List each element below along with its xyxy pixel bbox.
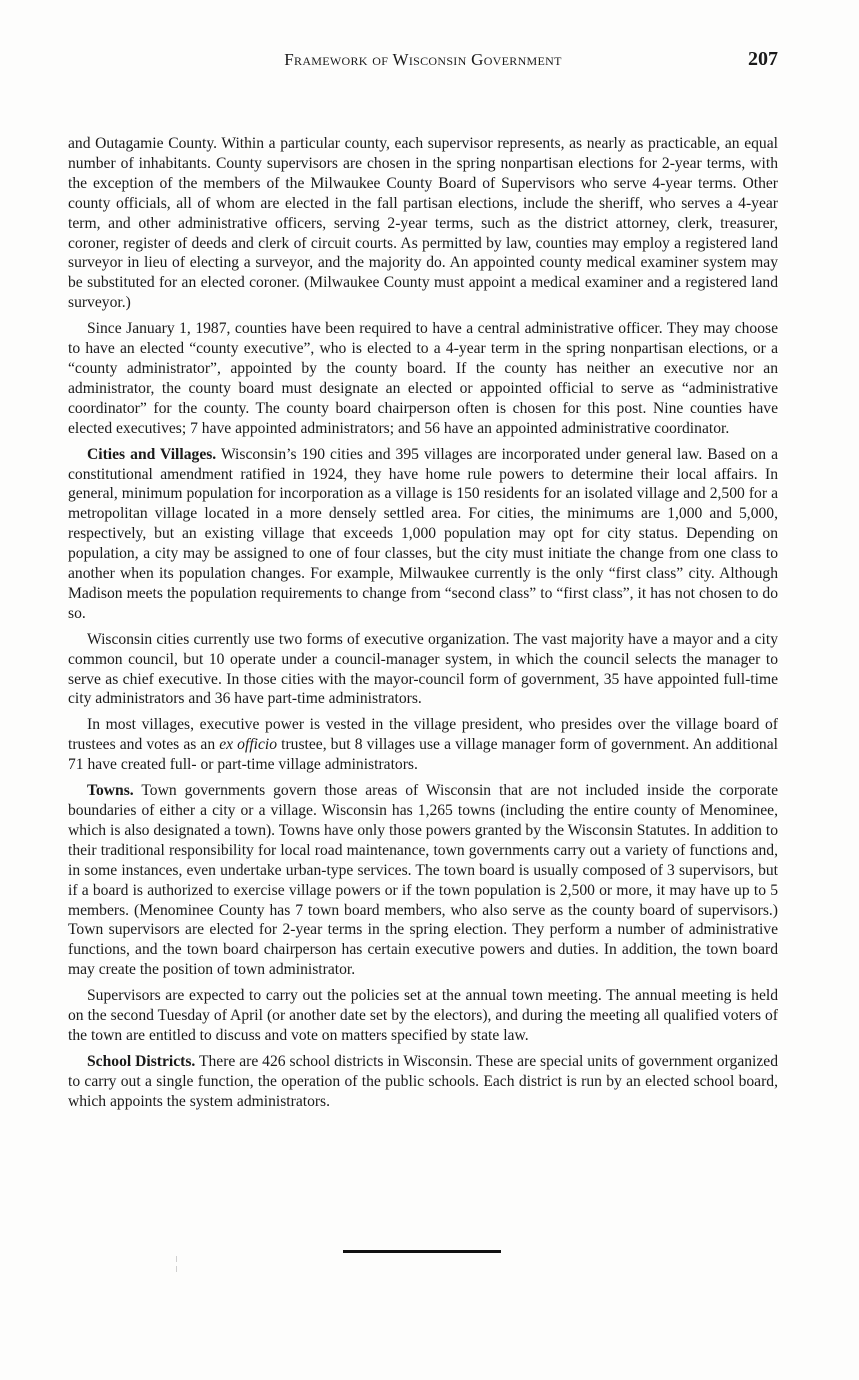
paragraph-cities-and-villages [68, 445, 778, 624]
section-heading-school-districts: School Districts. [87, 1052, 196, 1070]
end-of-section-rule [343, 1250, 501, 1253]
running-head [68, 48, 778, 74]
scan-artifact [176, 1266, 177, 1272]
paragraph-text: Town governments govern those areas of Wisconsin that are not included inside the corporate boundaries of either a city or a village. Wisconsin has 1,265 towns (including the entire county of Menominee, which is also designated a town). Towns have only those powers granted by the Wisconsin Statutes. In addition to their traditional responsibility for local road maintenance, town governments carry out a variety of functions and, in some instances, even undertake urban-type services. The town board is usually composed of 3 supervisors, but if a board is authorized to exercise village powers or if the town population is 2,500 or more, it may have up to 5 members. (Menominee County has 7 town board members, who also serve as the county board of supervisors.) Town supervisors are elected for 2-year terms in the spring election. They perform a number of administrative functions, and the town board chairperson has certain executive powers and duties. In addition, the town board may create the position of town administrator. [68, 782, 779, 979]
paragraph-text: trustee, but 8 villages use a village manager form of government. An additional 71 have created full- or part-time village administrators. [68, 736, 778, 774]
paragraph-city-executive-organization: Wisconsin cities currently use two forms of executive organization. The vast majority have a mayor and a city common council, but 10 operate under a council-manager system, in which the council selects the manager to serve as chief executive. In those cities with the mayor-council form of government, 35 have appointed full-time city administrators and 36 have part-time administrators. [68, 630, 778, 708]
paragraph-school-districts [68, 1052, 778, 1112]
body-text [68, 134, 778, 1118]
section-heading-towns: Towns. [87, 782, 134, 800]
paragraph-text: There are 426 school districts in Wisconsin. These are special units of government organized to carry out a single function, the operation of the public schools. Each district is run by an elected school board, which appoints the system administrators. [68, 1052, 779, 1110]
paragraph-county-administrative-officer: Since January 1, 1987, counties have been required to have a central administrative officer. They may choose to have an elected “county executive”, who is elected to a 4-year term in the spring nonpartisan elections, or a “county administrator”, appointed by the county board. If the county has neither an executive nor an administrator, the county board must designate an elected or appointed official to serve as “administrative coordinator” for the county. The county board chairperson often is chosen for this post. Nine counties have elected executives; 7 have appointed administrators; and 56 have an appointed administrative coordinator. [68, 320, 778, 437]
paragraph-village-executive-power [68, 715, 778, 775]
section-heading-cities-and-villages: Cities and Villages. [87, 445, 217, 463]
paragraph-text: Wisconsin’s 190 cities and 395 villages are incorporated under general law. Based on a constitutional amendment ratified in 1924, they have home rule powers to determine their local affairs. In general, minimum population for incorporation as a village is 150 residents for an isolated village and 2,500 for a metropolitan village located in a more densely settled area. For cities, the minimums are 1,000 and 5,000, respectively, but an existing village that exceeds 1,000 population may opt for city status. Depending on population, a city may be assigned to one of four classes, but the city must initiate the change from one class to another when its population changes. For example, Milwaukee currently is the only “first class” city. Although Madison meets the population requirements to change from “second class” to “first class”, it has not chosen to do so. [68, 445, 778, 622]
paragraph-county-supervisors: and Outagamie County. Within a particular county, each supervisor represents, as nearly as practicable, an equal number of inhabitants. County supervisors are chosen in the spring nonpartisan elections for 2-year terms, with the exception of the members of the Milwaukee County Board of Supervisors who serve 4-year terms. Other county officials, all of whom are elected in the fall partisan elections, include the sheriff, who serves a 4-year term, and other administrative officers, serving 2-year terms, such as the district attorney, clerk, treasurer, coroner, register of deeds and clerk of circuit courts. As permitted by law, counties may employ a registered land surveyor in lieu of electing a surveyor, and the majority do. An appointed county medical examiner system may be substituted for an elected coroner. (Milwaukee County must appoint a medical examiner and a registered land surveyor.) [68, 135, 778, 312]
running-title: Framework of Wisconsin Government [284, 50, 562, 69]
paragraph-text: In most villages, executive power is vested in the village president, who presides over the village board of trustees and votes as an [68, 716, 778, 754]
paragraph-towns [68, 781, 778, 980]
page-number: 207 [748, 48, 778, 70]
scan-artifact [176, 1256, 177, 1262]
italic-term: ex officio [219, 736, 278, 754]
paragraph-town-meeting: Supervisors are expected to carry out the policies set at the annual town meeting. The annual meeting is held on the second Tuesday of April (or another date set by the electors), and during the meeting all qualified voters of the town are entitled to discuss and vote on matters specified by state law. [68, 987, 778, 1044]
